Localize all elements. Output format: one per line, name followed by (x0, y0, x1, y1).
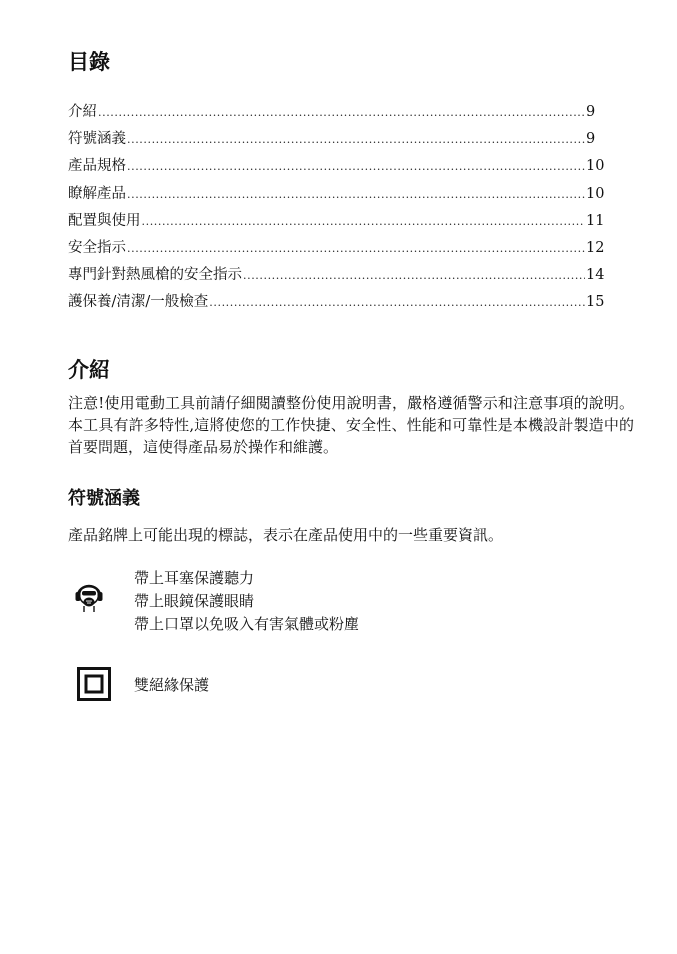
toc-entry-title: 瞭解產品 (68, 185, 126, 202)
intro-heading: 介紹 (68, 358, 110, 382)
toc-entry-page: 9 (586, 104, 596, 120)
ppe-line-eye: 帶上眼鏡保護眼睛 (134, 592, 255, 610)
ear-eye-mask-protection-icon (74, 580, 104, 616)
toc-entry-title: 護保養/清潔/一般檢查 (68, 294, 209, 311)
toc-entry-page: 10 (586, 185, 605, 202)
toc-leader-dots (127, 242, 585, 255)
toc-entry-page: 11 (586, 212, 605, 229)
toc-entry-page: 9 (586, 131, 596, 148)
toc-entry-title: 產品規格 (68, 158, 126, 175)
toc-leader-dots (142, 215, 586, 228)
symbols-paragraph: 產品銘牌上可能出現的標誌，表示在產品使用中的一些重要資訊。 (68, 526, 504, 544)
toc-leader-dots (243, 269, 585, 282)
toc-entry-title: 安全指示 (68, 239, 126, 256)
toc-entry-title: 介紹 (68, 104, 97, 120)
toc-entry-page: 15 (586, 294, 605, 311)
toc-leader-dots (127, 188, 585, 201)
toc-entry[interactable] (68, 182, 608, 209)
toc-entry[interactable] (68, 290, 608, 317)
toc-entry[interactable] (68, 127, 608, 154)
toc-leader-dots (127, 160, 585, 173)
toc-entry[interactable] (68, 100, 608, 127)
toc-leader-dots (127, 133, 585, 146)
double-insulation-label: 雙絕緣保護 (134, 676, 210, 694)
ppe-instructions (134, 567, 359, 636)
toc-heading: 目錄 (68, 50, 110, 74)
ppe-line-mask: 帶上口罩以免吸入有害氣體或粉塵 (134, 615, 360, 633)
table-of-contents (68, 100, 608, 318)
toc-entry-page: 12 (586, 239, 605, 256)
ppe-line-ear: 帶上耳塞保護聽力 (134, 569, 255, 587)
toc-entry[interactable] (68, 154, 608, 181)
toc-entry-page: 14 (586, 267, 605, 284)
toc-entry-title: 配置與使用 (68, 212, 141, 229)
intro-paragraph: 注意!使用電動工具前請仔細閱讀整份使用說明書，嚴格遵循警示和注意事項的說明。本工具有許多特性,這將使您的工作快捷、安全性、性能和可靠性是本機設計製造中的首要問題，這使得產品易於操作和維護。 (68, 394, 634, 456)
symbols-heading: 符號涵義 (68, 488, 140, 509)
toc-entry-title: 專門針對熱風槍的安全指示 (68, 267, 242, 284)
toc-entry-title: 符號涵義 (68, 131, 126, 148)
toc-entry[interactable] (68, 236, 608, 263)
toc-entry-page: 10 (586, 158, 605, 175)
double-insulation-icon (77, 667, 111, 701)
toc-entry[interactable] (68, 263, 608, 290)
toc-leader-dots (209, 296, 585, 309)
toc-entry[interactable] (68, 209, 608, 236)
toc-leader-dots (98, 106, 585, 119)
